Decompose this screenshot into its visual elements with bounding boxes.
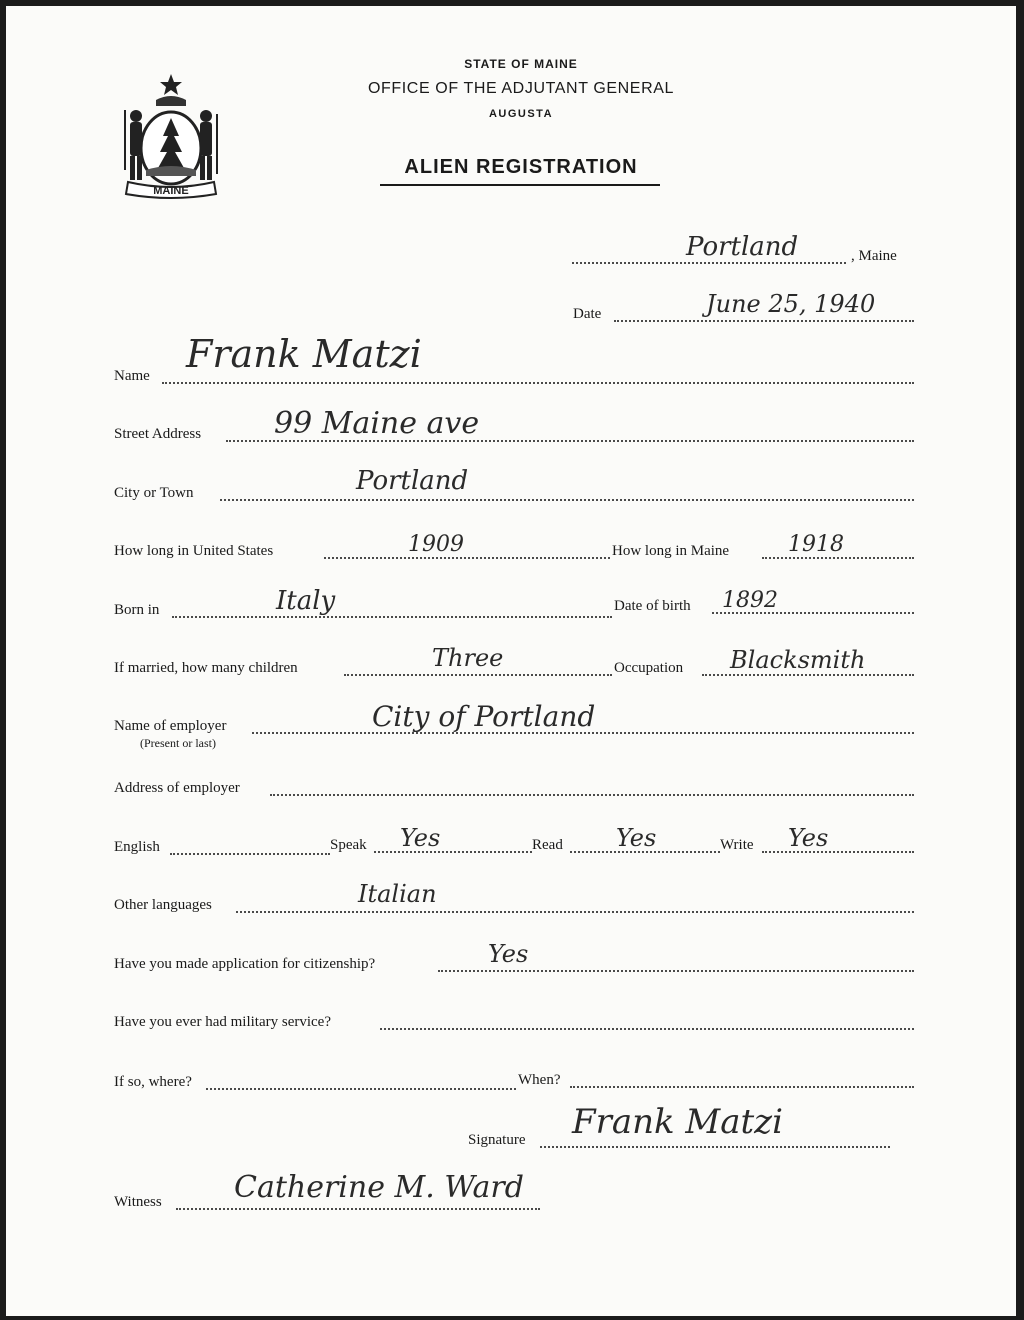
military-line xyxy=(380,1028,914,1030)
maine-state-seal xyxy=(116,70,226,200)
maine-duration-value: 1918 xyxy=(788,532,844,557)
other-languages-value: Italian xyxy=(358,880,437,908)
city-line xyxy=(220,499,914,501)
occupation-line xyxy=(702,674,914,676)
write-label: Write xyxy=(720,837,754,853)
speak-label: Speak xyxy=(330,837,367,853)
speak-value: Yes xyxy=(400,824,441,852)
title-underline xyxy=(380,184,660,186)
place-value: Portland xyxy=(686,232,799,262)
us-duration-line xyxy=(324,557,610,559)
name-value: Frank Matzi xyxy=(186,332,422,376)
name-line xyxy=(162,382,914,384)
office-heading: OFFICE OF THE ADJUTANT GENERAL xyxy=(367,80,675,97)
witness-label: Witness xyxy=(114,1194,162,1210)
employer-address-line xyxy=(270,794,914,796)
write-line xyxy=(762,851,914,853)
city-heading: AUGUSTA xyxy=(488,108,554,120)
city-value: Portland xyxy=(356,466,469,496)
other-languages-label: Other languages xyxy=(114,897,212,913)
date-line xyxy=(614,320,914,322)
employer-label: Name of employer xyxy=(114,718,227,734)
employer-note: (Present or last) xyxy=(140,736,216,750)
english-line xyxy=(170,853,330,855)
state-heading: STATE OF MAINE xyxy=(464,57,578,71)
svg-text:MAINE: MAINE xyxy=(153,185,189,197)
citizenship-line xyxy=(438,970,914,972)
signature-line xyxy=(540,1146,890,1148)
date-label: Date xyxy=(573,306,602,322)
registration-form xyxy=(6,6,1016,1316)
citizenship-value: Yes xyxy=(488,940,529,968)
birth-date-label: Date of birth xyxy=(614,598,691,614)
maine-duration-line xyxy=(762,557,914,559)
signature-label: Signature xyxy=(468,1132,526,1148)
us-duration-label: How long in United States xyxy=(114,543,274,559)
other-languages-line xyxy=(236,911,914,913)
form-title: ALIEN REGISTRATION xyxy=(404,156,638,178)
born-in-line xyxy=(172,616,612,618)
us-duration-value: 1909 xyxy=(408,532,464,557)
where-label: If so, where? xyxy=(114,1074,192,1090)
witness-line xyxy=(176,1208,540,1210)
read-label: Read xyxy=(532,837,563,853)
date-value: June 25, 1940 xyxy=(706,290,876,318)
name-label: Name xyxy=(114,368,150,384)
read-value: Yes xyxy=(616,824,657,852)
english-label: English xyxy=(114,839,160,855)
when-line xyxy=(570,1086,914,1088)
children-label: If married, how many children xyxy=(114,660,298,676)
street-label: Street Address xyxy=(114,426,202,442)
birth-date-value: 1892 xyxy=(722,588,778,613)
place-suffix: , Maine xyxy=(851,248,897,264)
citizenship-label: Have you made application for citizenship? xyxy=(114,956,376,972)
speak-line xyxy=(374,851,532,853)
street-value: 99 Maine ave xyxy=(274,406,480,441)
born-in-value: Italy xyxy=(276,586,336,616)
signature-value: Frank Matzi xyxy=(572,1102,783,1142)
city-label: City or Town xyxy=(114,485,194,501)
children-value: Three xyxy=(432,644,504,672)
occupation-value: Blacksmith xyxy=(730,646,866,674)
maine-duration-label: How long in Maine xyxy=(612,543,730,559)
military-label: Have you ever had military service? xyxy=(114,1014,331,1030)
place-line xyxy=(572,262,846,264)
employer-address-label: Address of employer xyxy=(114,780,240,796)
born-in-label: Born in xyxy=(114,602,160,618)
where-line xyxy=(206,1088,516,1090)
occupation-label: Occupation xyxy=(614,660,684,676)
employer-value: City of Portland xyxy=(372,700,596,733)
witness-value: Catherine M. Ward xyxy=(234,1170,524,1205)
children-line xyxy=(344,674,612,676)
when-label: When? xyxy=(518,1072,561,1088)
write-value: Yes xyxy=(788,824,829,852)
